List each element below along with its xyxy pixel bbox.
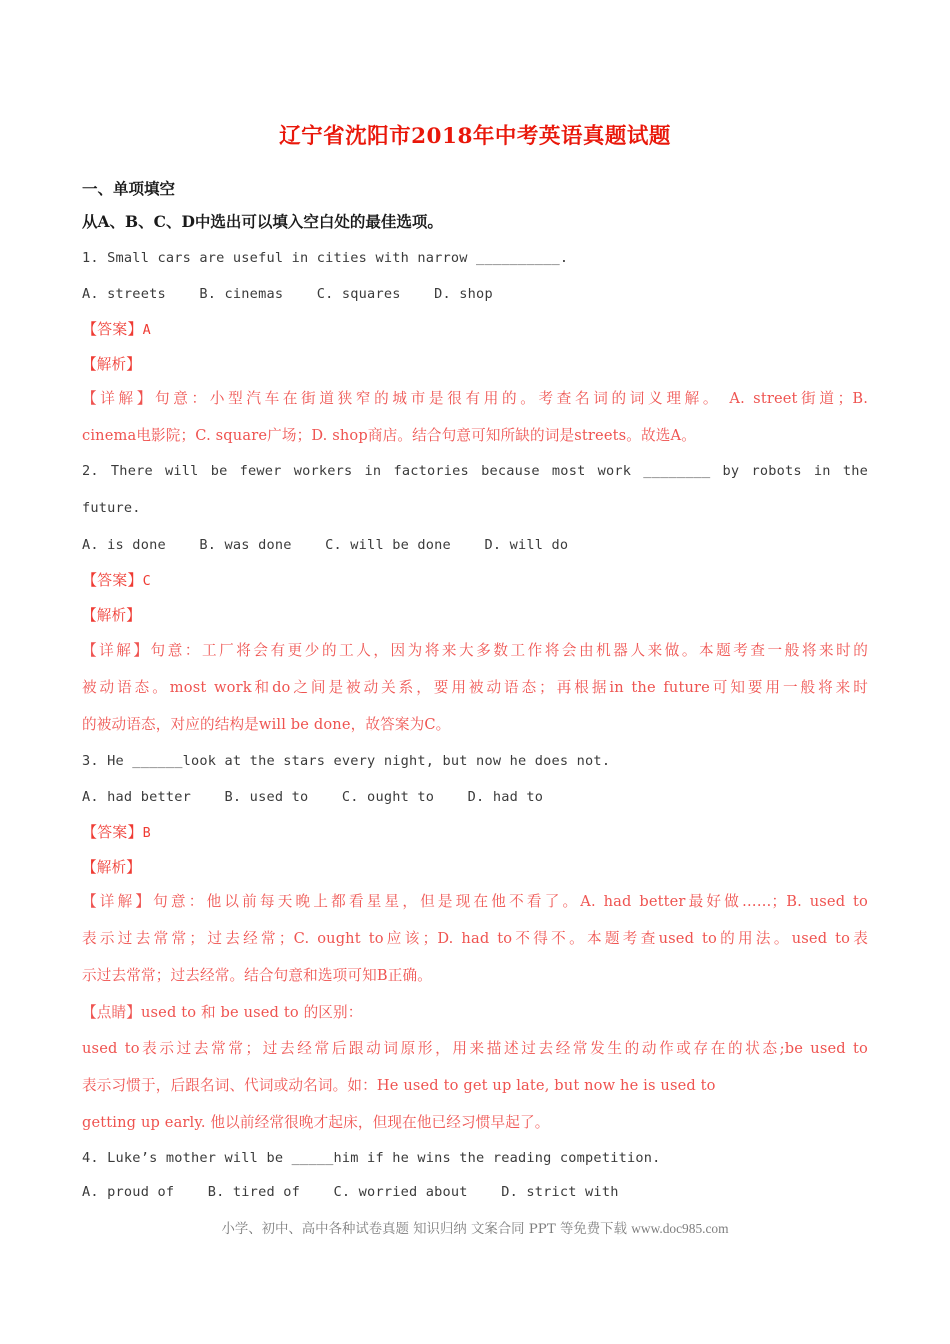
question-3-tip-line-3: 表示习惯于，后跟名词、代词或动名词。如：He used to get up late, but now he is used to [82, 1077, 716, 1094]
question-3-tip-line-2: used to表示过去常常；过去经常后跟动词原形，用来描述过去经常发生的动作或存在的状态;be used to [82, 1040, 868, 1057]
page-title: 辽宁省沈阳市2018年中考英语真题试题 [279, 124, 671, 149]
answer-value: A [142, 323, 151, 338]
question-2-detail-line-3: 的被动语态，对应的结构是will be done，故答案为C。 [82, 716, 451, 733]
question-2-analysis-label: 【解析】 [82, 607, 141, 624]
answer-label: 【答案】 [82, 320, 143, 338]
question-1-analysis-label: 【解析】 [82, 356, 141, 373]
footer [82, 1222, 868, 1236]
answer-value: B [142, 826, 151, 841]
answer-value: C [142, 574, 151, 589]
question-1-detail-line-1: 【详解】句意：小型汽车在街道狭窄的城市是很有用的。考查名词的词义理解。 A. street街道；B. [82, 390, 868, 407]
question-3-detail-line-2: 表示过去常常；过去经常；C. ought to应该；D. had to不得不。本题考查used to的用法。used to表 [82, 930, 868, 947]
question-3-answer [82, 825, 868, 841]
answer-label: 【答案】 [82, 571, 143, 589]
question-2-detail-line-1: 【详解】句意：工厂将会有更少的工人，因为将来大多数工作将会由机器人来做。本题考查一般将来时的 [82, 642, 868, 659]
question-2-options: A. is done B. was done C. will be done D. will do [82, 537, 569, 553]
question-3-tip-line-1: 【点睛】used to 和 be used to 的区别： [82, 1004, 363, 1021]
question-1-stem: 1. Small cars are useful in cities with narrow __________. [82, 250, 569, 266]
question-4-options: A. proud of B. tired of C. worried about D. strict with [82, 1184, 619, 1200]
question-3-stem: 3. He ______look at the stars every night, but now he does not. [82, 753, 611, 769]
question-3-detail-line-1: 【详解】句意：他以前每天晚上都看星星，但是现在他不看了。A. had better最好做……；B. used to [82, 893, 868, 910]
section-heading: 一、单项填空 [82, 179, 176, 198]
footer-text: 小学、初中、高中各种试卷真题 知识归纳 文案合同 PPT 等免费下载 [221, 1222, 627, 1237]
question-2-answer [82, 573, 868, 589]
question-2-detail-line-2: 被动语态。most work和do之间是被动关系，要用被动语态；再根据in the future可知要用一般将来时 [82, 679, 868, 696]
question-2-stem-line-2: future. [82, 500, 141, 516]
question-2-stem-line-1: 2. There will be fewer workers in factories because most work ________ by robots in the [82, 463, 868, 479]
question-3-options: A. had better B. used to C. ought to D. had to [82, 789, 544, 805]
question-3-detail-line-3: 示过去常常；过去经常。结合句意和选项可知B正确。 [82, 967, 432, 984]
section-instruction: 从A、B、C、D中选出可以填入空白处的最佳选项。 [82, 212, 443, 231]
footer-url[interactable]: www.doc985.com [631, 1221, 729, 1236]
question-3-tip-line-4: getting up early. 他以前经常很晚才起床，但现在他已经习惯早起了。 [82, 1114, 550, 1131]
answer-label: 【答案】 [82, 823, 143, 841]
question-4-stem: 4. Luke’s mother will be _____him if he wins the reading competition. [82, 1150, 661, 1166]
question-1-options: A. streets B. cinemas C. squares D. shop [82, 286, 493, 302]
question-1-answer [82, 322, 868, 338]
question-3-analysis-label: 【解析】 [82, 859, 141, 876]
question-1-detail-line-2: cinema电影院；C. square广场；D. shop商店。结合句意可知所缺的词是streets。故选A。 [82, 427, 696, 444]
